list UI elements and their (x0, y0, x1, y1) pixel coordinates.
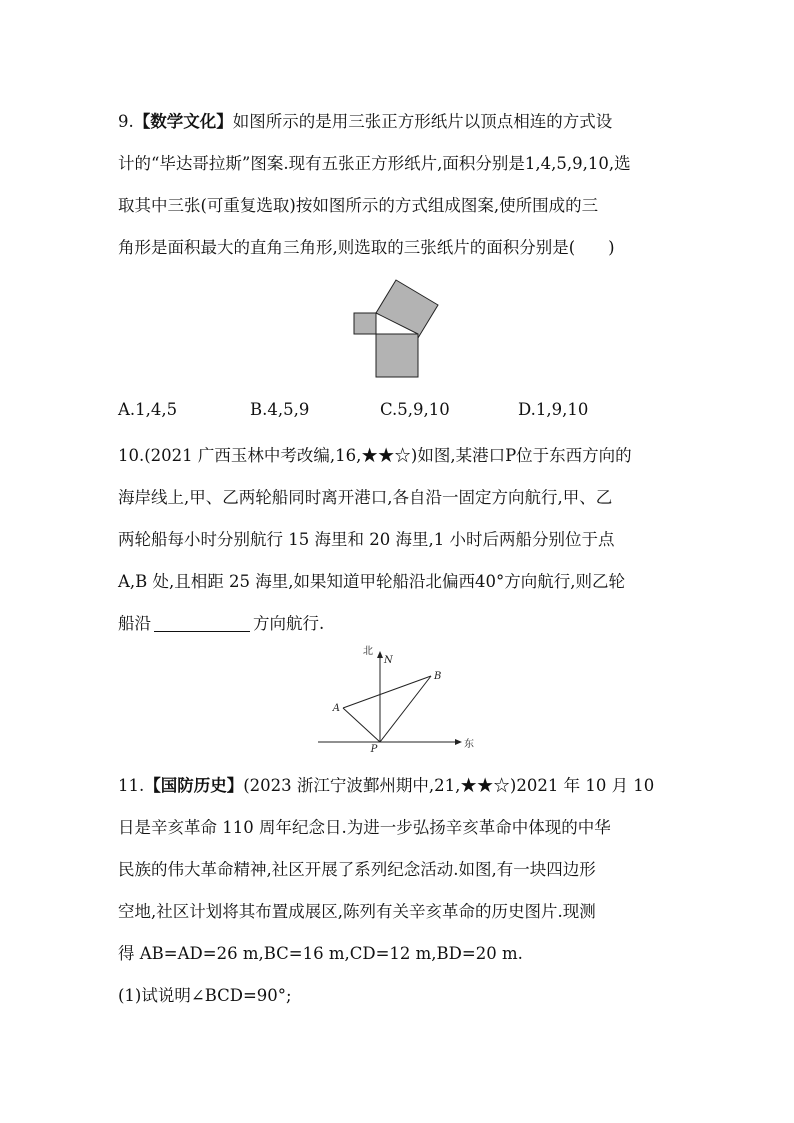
small-square (354, 313, 376, 334)
q10-line-2: 海岸线上,甲、乙两轮船同时离开港口,各自沿一固定方向航行,甲、乙 (118, 488, 613, 507)
q10-line-4: A,B 处,且相距 25 海里,如果知道甲轮船沿北偏西40°方向航行,则乙轮 (118, 572, 625, 591)
q11-line-4: 空地,社区计划将其布置成展区,陈列有关辛亥革命的历史图片.现测 (118, 902, 596, 921)
q11-tag: 【国防历史】 (144, 776, 244, 795)
segment-pa (343, 708, 380, 742)
label-a: A (332, 703, 340, 714)
q11-line-5: 得 AB=AD=26 m,BC=16 m,CD=12 m,BD=20 m. (118, 944, 523, 963)
label-p: P (370, 744, 378, 755)
q10-line-1: 10.(2021 广西玉林中考改编,16,★★☆)如图,某港口P位于东西方向的 (118, 446, 632, 465)
q11-line-1-text: (2023 浙江宁波鄞州期中,21,★★☆)2021 年 10 月 10 (243, 776, 655, 795)
segment-ab (343, 676, 431, 708)
q11-sub-1: (1)试说明∠BCD=90°; (118, 986, 292, 1005)
label-b: B (434, 671, 442, 682)
q9-line-1 (118, 108, 612, 132)
q10-line-3: 两轮船每小时分别航行 15 海里和 20 海里,1 小时后两船分别位于点 (118, 530, 615, 549)
medium-square (376, 334, 418, 377)
q11-line-2: 日是辛亥革命 110 周年纪念日.为进一步弘扬辛亥革命中体现的中华 (118, 818, 611, 837)
q10-line-5 (118, 610, 324, 634)
q9-option-d[interactable]: D.1,9,10 (518, 400, 589, 419)
east-arrow (455, 739, 462, 745)
pythagoras-figure (345, 272, 455, 382)
label-n: N (384, 655, 393, 666)
port-figure (310, 640, 490, 755)
answer-blank[interactable] (154, 615, 250, 632)
north-arrow (377, 651, 383, 658)
q9-tag: 【数学文化】 (133, 112, 233, 131)
label-east: 东 (464, 739, 474, 750)
q9-line-2: 计的“毕达哥拉斯”图案.现有五张正方形纸片,面积分别是1,4,5,9,10,选 (118, 154, 631, 173)
q11-number: 11. (118, 776, 145, 795)
q9-option-a[interactable]: A.1,4,5 (118, 400, 178, 419)
label-north: 北 (363, 646, 373, 657)
q11-line-1 (118, 772, 654, 796)
q9-number: 9. (118, 112, 134, 131)
q10-line-5-after: 方向航行. (253, 614, 325, 633)
q10-line-5-before: 船沿 (118, 614, 151, 633)
q11-line-3: 民族的伟大革命精神,社区开展了系列纪念活动.如图,有一块四边形 (118, 860, 596, 879)
q9-option-c[interactable]: C.5,9,10 (380, 400, 450, 419)
q9-line-1-text: 如图所示的是用三张正方形纸片以顶点相连的方式设 (232, 112, 613, 131)
q9-option-b[interactable]: B.4,5,9 (250, 400, 310, 419)
q9-line-3: 取其中三张(可重复选取)按如图所示的方式组成图案,使所围成的三 (118, 196, 599, 215)
segment-pb (380, 676, 431, 742)
q9-line-4: 角形是面积最大的直角三角形,则选取的三张纸片的面积分别是( ) (118, 238, 615, 257)
